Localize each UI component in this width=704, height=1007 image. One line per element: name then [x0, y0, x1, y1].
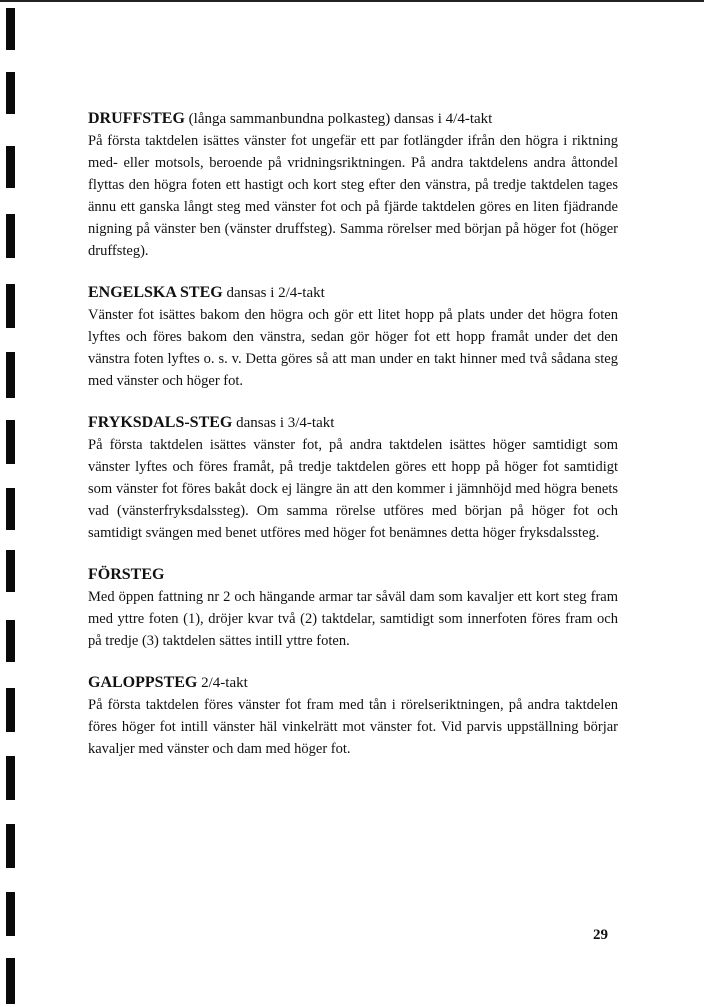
- section-title: DRUFFSTEG: [88, 110, 185, 127]
- section-body: Vänster fot isättes bakom den högra och gör ett litet hopp på plats under det högra foten lyftes och föres bakom den vänstra, sedan gör höger fot ett hopp framåt under det den vänstra foten lyftes o. s. v. Detta göres så att man under en takt hinner med två sådana steg med vänster och höger fot.: [88, 307, 618, 389]
- margin-mark: [6, 488, 15, 530]
- page-top-border: [0, 0, 704, 2]
- section-title: ENGELSKA STEG: [88, 284, 223, 301]
- page-number: 29: [593, 927, 608, 943]
- section-body: På första taktdelen föres vänster fot fram med tån i rörelseriktningen, på andra taktdelen föres höger fot intill vänster häl vinkelrätt mot vänster fot. Vid parvis uppställning börjar kavaljer med vänster och dam med höger fot.: [88, 697, 618, 757]
- page-content: [88, 108, 618, 780]
- margin-mark: [6, 756, 15, 800]
- section-heading: [88, 282, 618, 304]
- margin-mark: [6, 420, 15, 464]
- margin-mark: [6, 620, 15, 662]
- margin-mark: [6, 958, 15, 1004]
- margin-mark: [6, 72, 15, 114]
- margin-mark: [6, 892, 15, 936]
- section-heading: [88, 564, 618, 586]
- margin-mark: [6, 550, 15, 592]
- section-body: På första taktdelen isättes vänster fot ungefär ett par fotlängder ifrån den högra i riktning med- eller motsols, beroende på vridningsriktningen. På andra taktdelens andra åttondel flyttas den högra foten ett hastigt och kort steg efter den vänstra, på tredje taktdelen tages ännu ett ganska långt steg med vänster fot och på fjärde taktdelen göres en liten fjädrande nigning på vänster ben (vänster druffsteg). Samma rörelser med början på höger fot (höger druffsteg).: [88, 133, 618, 259]
- section-subtitle: 2/4-takt: [197, 675, 248, 691]
- section-fryksdals-steg: [88, 412, 618, 544]
- section-title: FRYKSDALS-STEG: [88, 414, 233, 431]
- section-heading: [88, 412, 618, 434]
- margin-mark: [6, 146, 15, 188]
- section-galoppsteg: [88, 672, 618, 760]
- section-forsteg: [88, 564, 618, 652]
- section-heading: [88, 672, 618, 694]
- margin-mark: [6, 214, 15, 258]
- margin-mark: [6, 352, 15, 398]
- margin-mark: [6, 824, 15, 868]
- section-heading: [88, 108, 618, 130]
- section-title: FÖRSTEG: [88, 566, 165, 583]
- section-engelska-steg: [88, 282, 618, 392]
- section-druffsteg: [88, 108, 618, 262]
- margin-mark: [6, 284, 15, 328]
- section-subtitle: dansas i 3/4-takt: [232, 415, 335, 431]
- scan-margin-marks: [0, 0, 20, 1007]
- section-body: Med öppen fattning nr 2 och hängande armar tar såväl dam som kavaljer ett kort steg fram med yttre foten (1), dröjer kvar två (2) taktdelar, samtidigt som innerfoten föres fram och på tredje (3) taktdelen sättes intill yttre foten.: [88, 589, 618, 649]
- section-title: GALOPPSTEG: [88, 674, 198, 691]
- margin-mark: [6, 688, 15, 732]
- section-subtitle: dansas i 2/4-takt: [222, 285, 325, 301]
- section-subtitle: (långa sammanbundna polkasteg) dansas i 4/4-takt: [184, 111, 493, 127]
- margin-mark: [6, 8, 15, 50]
- section-body: På första taktdelen isättes vänster fot, på andra taktdelen isättes höger samtidigt som vänster lyftes och föres framåt, på tredje taktdelen göres ett hopp på höger fot samtidigt som vänster fot föres bakåt dock ej längre än att den kommer i jämnhöjd med högra benets vad (vänsterfryksdalssteg). Om samma rörelse utföres med början på höger fot och samtidigt svängen med benet utföres med höger fot benämnes detta höger fryksdalssteg.: [88, 437, 618, 541]
